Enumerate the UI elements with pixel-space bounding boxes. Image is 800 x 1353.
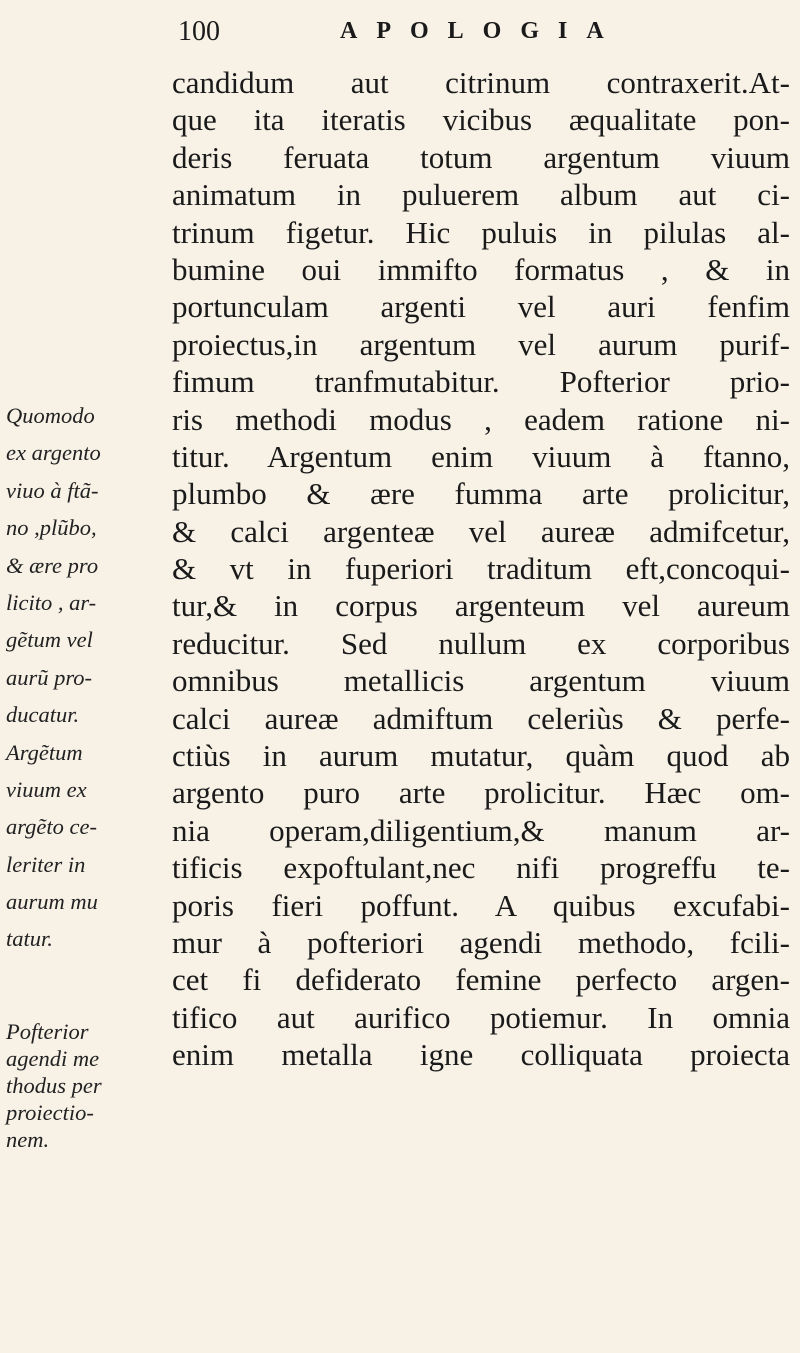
marginal-note-method — [6, 397, 170, 958]
text-line: bumine oui immifto formatus , & in — [172, 251, 790, 287]
marginal-note-line: no ,plũbo, — [6, 515, 97, 541]
marginal-note-line: aurum mu — [6, 889, 98, 915]
marginal-note-line: licito , ar- — [6, 589, 97, 615]
marginal-note-line: viuum ex — [6, 776, 87, 802]
text-line: titur. Argentum enim viuum à ftanno, — [172, 438, 790, 474]
text-line: omnibus metallicis argentum viuum — [172, 663, 790, 699]
text-line: calci aureæ admiftum celeriùs & perfe- — [172, 700, 790, 736]
text-line: nia operam,diligentium,& manum ar- — [172, 812, 790, 848]
marginal-note-line: & ære pro — [6, 552, 99, 578]
text-line: tifico aut aurifico potiemur. In omnia — [172, 999, 790, 1035]
marginal-note-line: agendi me — [6, 1046, 100, 1071]
marginal-note-line: ex argento — [6, 440, 101, 466]
marginal-note-line: Argẽtum — [6, 739, 83, 765]
text-line: ris methodi modus , eadem ratione ni- — [172, 401, 790, 437]
page-number: 100 — [178, 16, 220, 47]
marginal-note-line: thodus per — [6, 1073, 102, 1098]
marginal-note-line: proiectio- — [6, 1100, 94, 1125]
text-line: enim metalla igne colliquata proiecta — [172, 1037, 790, 1073]
text-line: ctiùs in aurum mutatur, quàm quod ab — [172, 738, 790, 774]
marginal-note-line: leriter in — [6, 851, 86, 877]
marginal-note-line: tatur. — [6, 926, 53, 952]
marginal-note-line: Pofterior — [6, 1019, 89, 1044]
text-line: animatum in puluerem album aut ci- — [172, 177, 790, 213]
marginal-note-projection — [6, 1018, 170, 1153]
text-line: mur à pofteriori agendi methodo, fcili- — [172, 924, 790, 960]
text-line: poris fieri poffunt. A quibus excufabi- — [172, 887, 790, 923]
text-line: & calci argenteæ vel aureæ admifcetur, — [172, 513, 790, 549]
text-line: deris feruata totum argentum viuum — [172, 139, 790, 175]
text-line: que ita iteratis vicibus æqualitate pon- — [172, 102, 790, 138]
marginal-note-line: aurũ pro- — [6, 664, 93, 690]
text-line: proiectus,in argentum vel aurum purif- — [172, 326, 790, 362]
marginal-note-line: viuo à ftã- — [6, 477, 99, 503]
marginal-note-line: Quomodo — [6, 403, 95, 428]
text-line: tur,& in corpus argenteum vel aureum — [172, 588, 790, 624]
text-line: portunculam argenti vel auri fenfim — [172, 289, 790, 325]
text-line: argento puro arte prolicitur. Hæc om- — [172, 775, 790, 811]
text-line: tificis expoftulant,nec nifi progreffu te- — [172, 850, 790, 886]
text-line: candidum aut citrinum contraxerit.At- — [172, 65, 790, 100]
text-line: fimum tranfmutabitur. Pofterior prio- — [172, 364, 790, 400]
marginal-note-line: ducatur. — [6, 702, 80, 728]
running-title: APOLOGIA — [340, 18, 623, 44]
marginal-note-line: gẽtum vel — [6, 627, 93, 653]
main-text-block — [172, 64, 790, 1074]
text-line: reducitur. Sed nullum ex corporibus — [172, 625, 790, 661]
text-line: & vt in fuperiori traditum eft,concoqui- — [172, 551, 790, 587]
marginal-note-line: nem. — [6, 1127, 50, 1152]
text-line: cet fi defiderato femine perfecto argen- — [172, 962, 790, 998]
text-line: trinum figetur. Hic puluis in pilulas al- — [172, 214, 790, 250]
marginal-note-line: argẽto ce- — [6, 814, 97, 840]
text-line: plumbo & ære fumma arte prolicitur, — [172, 476, 790, 512]
page-header — [178, 16, 778, 56]
